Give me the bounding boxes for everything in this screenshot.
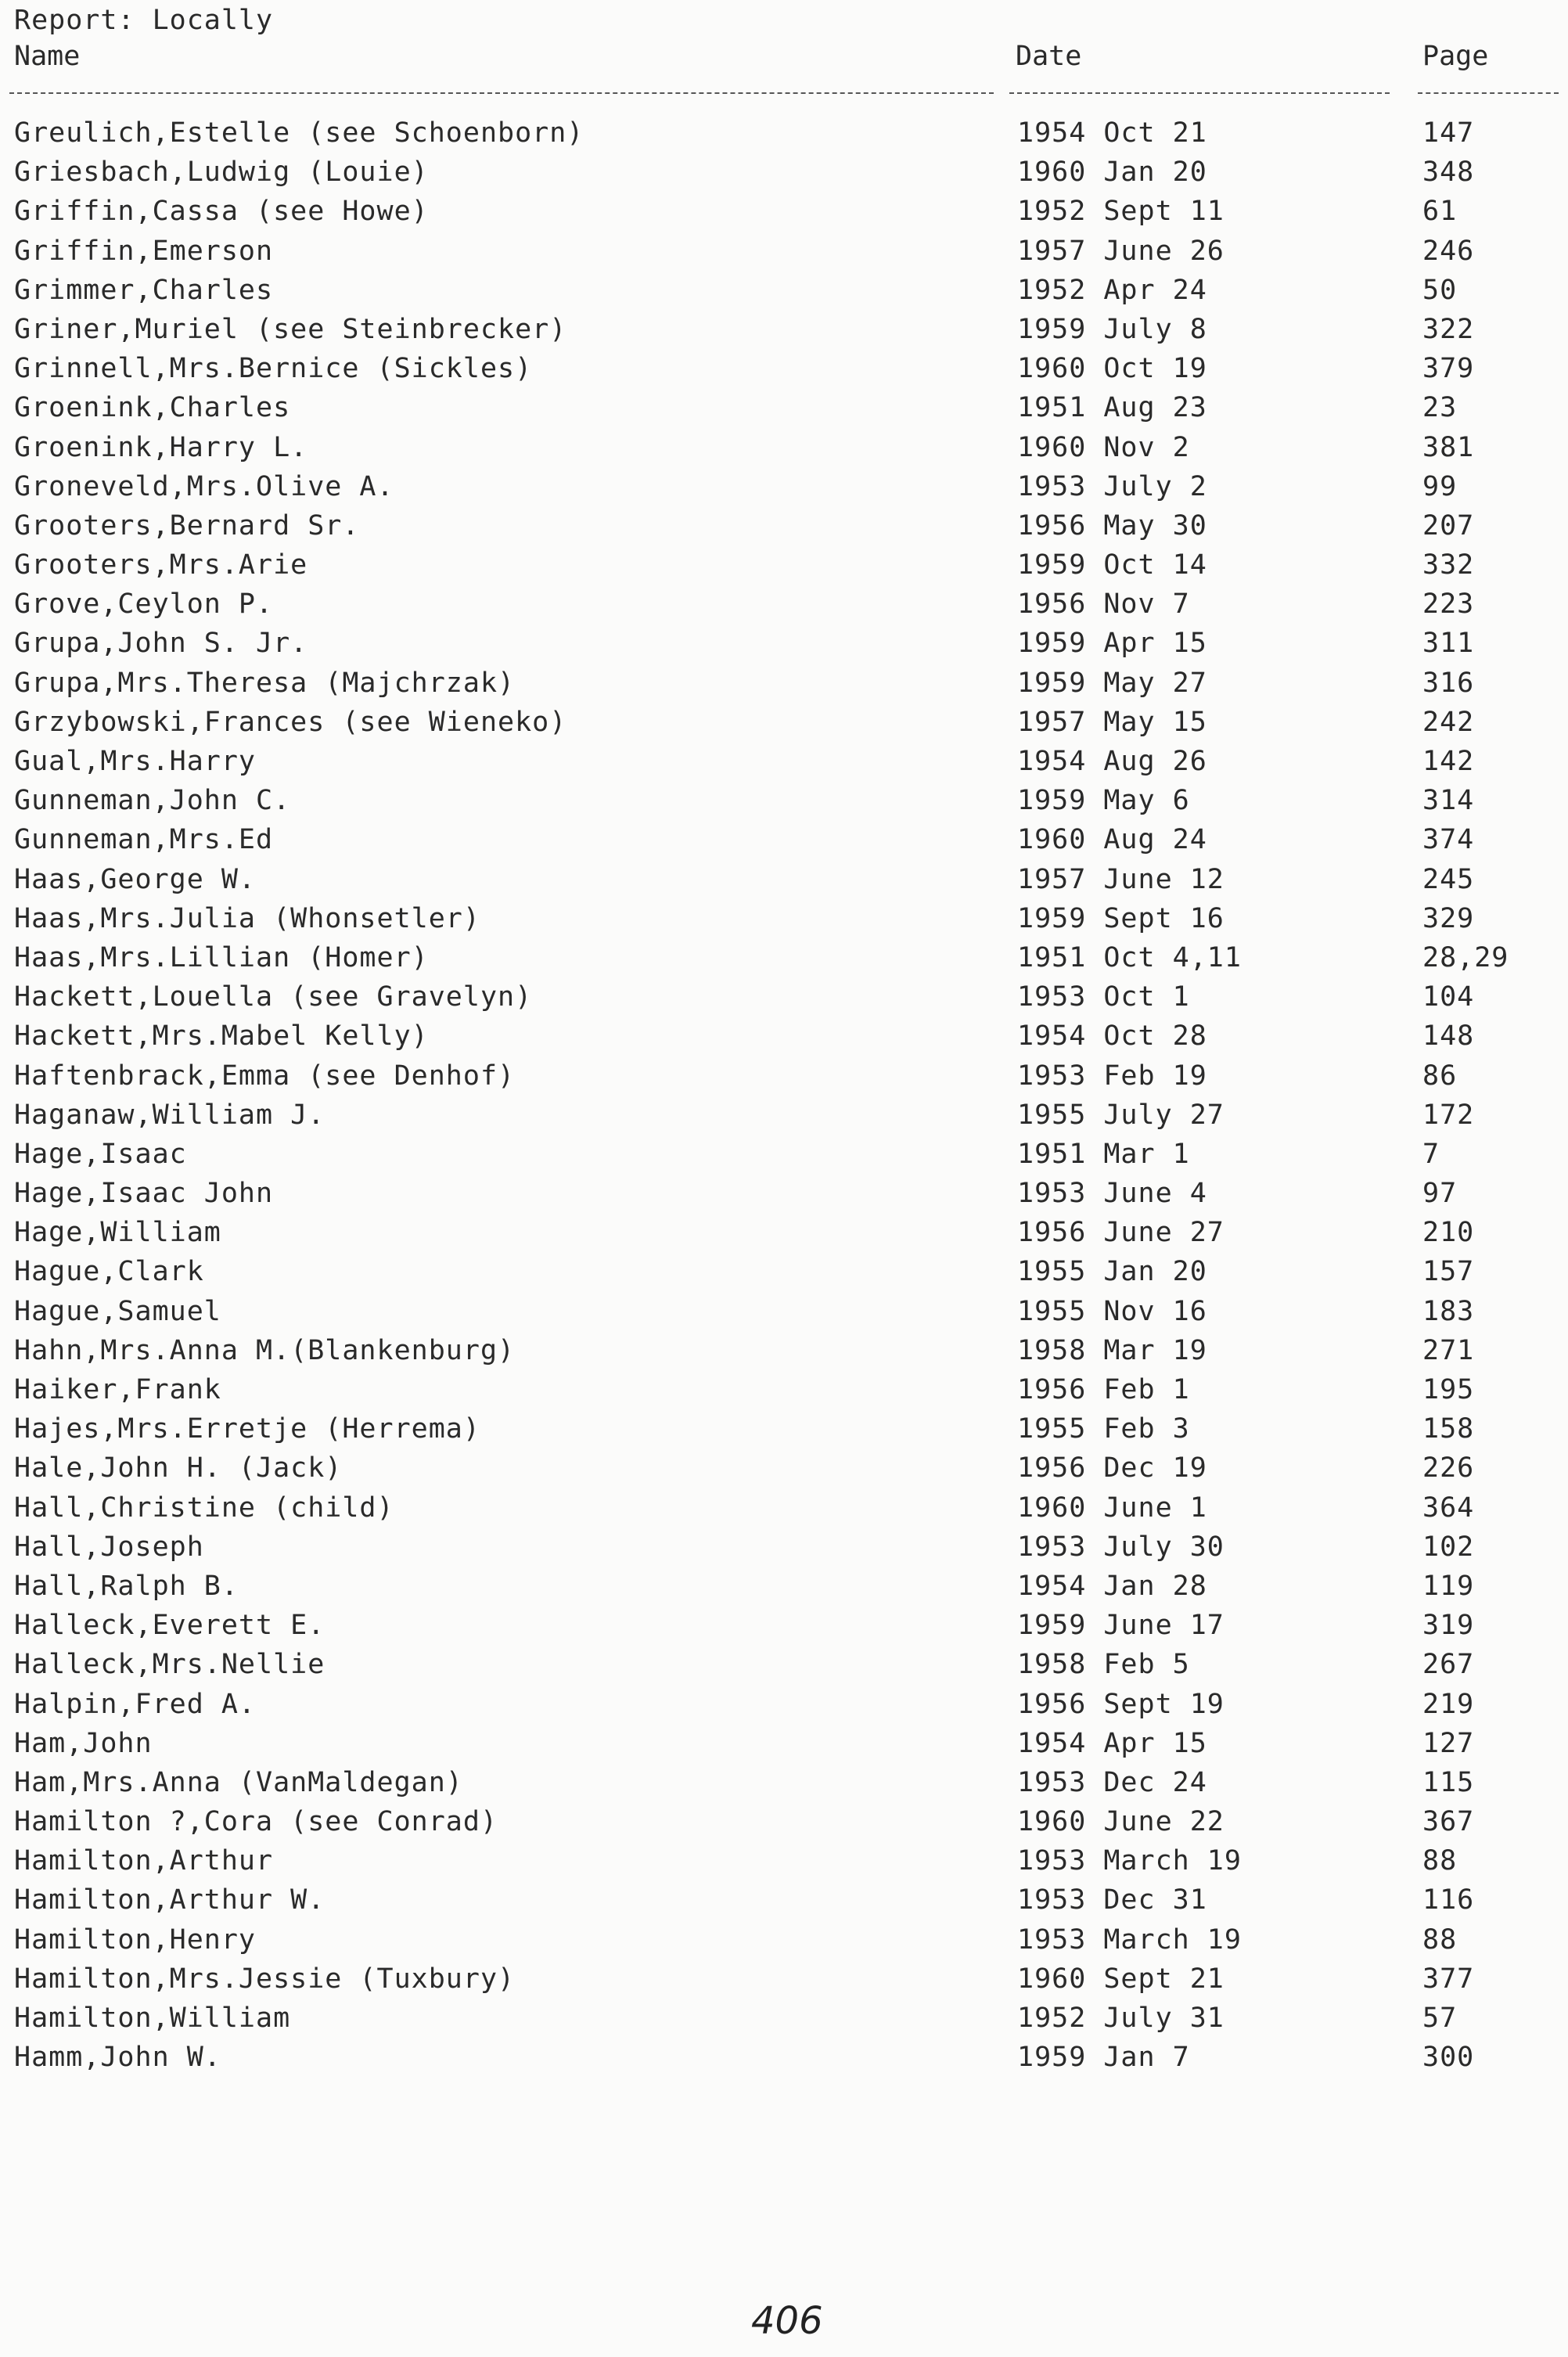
record-date: 1955 Jan 20 [1017,1256,1207,1288]
record-name: Greulich,Estelle (see Schoenborn) [14,117,584,149]
table-row [0,1374,1557,1413]
record-date: 1959 June 17 [1017,1610,1225,1642]
table-row [0,785,1557,824]
record-date: 1953 March 19 [1017,1923,1242,1956]
record-date: 1960 Oct 19 [1017,353,1207,385]
record-date: 1957 May 15 [1017,706,1207,738]
table-row [0,1452,1557,1492]
record-page: 377 [1422,1963,1475,1995]
record-date: 1956 Nov 7 [1017,588,1190,621]
table-row [0,707,1557,746]
record-name: Haftenbrack,Emma (see Denhof) [14,1060,516,1092]
table-row [0,1728,1557,1767]
record-page: 7 [1422,1138,1440,1170]
record-date: 1959 Sept 16 [1017,902,1225,934]
record-page: 183 [1422,1295,1475,1327]
record-name: Grooters,Mrs.Arie [14,549,308,581]
record-page: 271 [1422,1334,1475,1366]
record-name: Grinnell,Mrs.Bernice (Sickles) [14,353,533,385]
table-row [0,1531,1557,1571]
record-page: 28,29 [1422,941,1509,973]
table-row [0,628,1557,667]
record-date: 1960 Jan 20 [1017,157,1207,189]
table-row [0,432,1557,471]
table-row [0,275,1557,314]
record-name: Hackett,Mrs.Mabel Kelly) [14,1020,429,1053]
record-date: 1954 Aug 26 [1017,746,1207,777]
record-name: Hague,Samuel [14,1295,221,1327]
record-date: 1953 July 2 [1017,470,1207,502]
record-date: 1953 Dec 24 [1017,1766,1207,1798]
record-page: 148 [1422,1020,1475,1053]
table-row [0,392,1557,431]
table-row [0,981,1557,1020]
record-page: 381 [1422,431,1475,463]
record-page: 332 [1422,549,1475,581]
record-name: Ham,John [14,1727,153,1759]
table-row [0,1139,1557,1178]
record-page: 115 [1422,1766,1475,1798]
record-name: Hall,Ralph B. [14,1570,239,1602]
record-date: 1957 June 12 [1017,863,1225,895]
table-row [0,117,1557,157]
record-name: Halleck,Mrs.Nellie [14,1649,325,1681]
record-date: 1959 Apr 15 [1017,628,1207,660]
record-name: Hamilton,Henry [14,1923,257,1956]
record-name: Griner,Muriel (see Steinbrecker) [14,313,567,345]
table-row [0,353,1557,392]
handwritten-page-number: 406 [751,2299,823,2343]
record-page: 158 [1422,1413,1475,1445]
record-date: 1956 Dec 19 [1017,1452,1207,1484]
record-name: Griesbach,Ludwig (Louie) [14,157,429,189]
record-name: Hamm,John W. [14,2042,221,2074]
record-date: 1953 July 30 [1017,1531,1225,1563]
record-name: Hamilton,Arthur [14,1845,274,1877]
record-page: 97 [1422,1178,1458,1210]
record-page: 226 [1422,1452,1475,1484]
record-date: 1960 June 1 [1017,1492,1207,1524]
table-row [0,1178,1557,1217]
record-date: 1955 Nov 16 [1017,1295,1207,1327]
table-row [0,549,1557,588]
record-date: 1954 Jan 28 [1017,1570,1207,1602]
record-date: 1959 Jan 7 [1017,2042,1190,2074]
record-name: Grove,Ceylon P. [14,588,274,621]
header-page: Page [1422,41,1489,72]
record-name: Hale,John H. (Jack) [14,1452,343,1484]
record-name: Hage,Isaac John [14,1178,274,1210]
record-date: 1956 June 27 [1017,1217,1225,1249]
record-name: Groenink,Harry L. [14,431,308,463]
record-date: 1955 July 27 [1017,1099,1225,1131]
record-page: 99 [1422,470,1458,502]
record-name: Gunneman,Mrs.Ed [14,824,274,856]
table-row [0,1335,1557,1374]
table-row [0,1060,1557,1099]
table-row [0,314,1557,353]
record-page: 246 [1422,235,1475,267]
record-date: 1954 Oct 21 [1017,117,1207,149]
header-divider-page [1418,92,1559,94]
table-row [0,1571,1557,1610]
record-name: Hage,William [14,1217,221,1249]
table-row [0,1256,1557,1295]
record-date: 1960 Nov 2 [1017,431,1190,463]
record-page: 245 [1422,863,1475,895]
record-name: Haas,George W. [14,863,257,895]
table-row [0,471,1557,510]
record-name: Grimmer,Charles [14,274,274,306]
table-row [0,196,1557,235]
record-page: 367 [1422,1806,1475,1838]
record-page: 311 [1422,628,1475,660]
header-divider-name [9,92,994,94]
record-page: 147 [1422,117,1475,149]
record-page: 364 [1422,1492,1475,1524]
record-date: 1960 Aug 24 [1017,824,1207,856]
record-name: Grupa,Mrs.Theresa (Majchrzak) [14,667,516,699]
record-date: 1959 July 8 [1017,313,1207,345]
table-row [0,1413,1557,1452]
record-name: Groneveld,Mrs.Olive A. [14,470,394,502]
record-date: 1958 Mar 19 [1017,1334,1207,1366]
table-row [0,668,1557,707]
record-name: Grooters,Bernard Sr. [14,509,360,542]
record-page: 102 [1422,1531,1475,1563]
record-date: 1957 June 26 [1017,235,1225,267]
record-date: 1959 May 6 [1017,785,1190,817]
record-page: 348 [1422,157,1475,189]
record-date: 1951 Aug 23 [1017,392,1207,424]
table-row [0,1767,1557,1806]
record-date: 1951 Oct 4,11 [1017,941,1242,973]
table-row [0,510,1557,549]
record-page: 267 [1422,1649,1475,1681]
record-page: 223 [1422,588,1475,621]
record-name: Gual,Mrs.Harry [14,746,257,777]
record-page: 322 [1422,313,1475,345]
record-name: Haas,Mrs.Lillian (Homer) [14,941,429,973]
record-date: 1953 Oct 1 [1017,981,1190,1013]
record-date: 1960 Sept 21 [1017,1963,1225,1995]
record-date: 1960 June 22 [1017,1806,1225,1838]
table-row [0,942,1557,981]
record-name: Haiker,Frank [14,1374,221,1405]
record-name: Hamilton,Mrs.Jessie (Tuxbury) [14,1963,516,1995]
record-page: 142 [1422,746,1475,777]
record-name: Hamilton,Arthur W. [14,1884,325,1916]
table-row [0,746,1557,785]
table-row [0,588,1557,628]
record-name: Hackett,Louella (see Gravelyn) [14,981,533,1013]
table-row [0,1649,1557,1688]
record-page: 50 [1422,274,1458,306]
table-row [0,1963,1557,2003]
record-page: 300 [1422,2042,1475,2074]
table-row [0,1217,1557,1256]
table-row [0,1610,1557,1649]
table-row [0,1020,1557,1060]
record-name: Hajes,Mrs.Erretje (Herrema) [14,1413,480,1445]
record-date: 1953 Dec 31 [1017,1884,1207,1916]
record-page: 157 [1422,1256,1475,1288]
record-page: 61 [1422,196,1458,228]
record-date: 1952 Apr 24 [1017,274,1207,306]
table-row [0,2003,1557,2042]
header-name: Name [14,41,81,72]
record-name: Haas,Mrs.Julia (Whonsetler) [14,902,480,934]
record-date: 1953 June 4 [1017,1178,1207,1210]
record-name: Griffin,Emerson [14,235,274,267]
record-name: Hahn,Mrs.Anna M.(Blankenburg) [14,1334,516,1366]
column-header-row [0,41,1557,72]
record-page: 379 [1422,353,1475,385]
record-page: 57 [1422,2003,1458,2034]
record-date: 1956 Feb 1 [1017,1374,1190,1405]
table-row [0,236,1557,275]
record-name: Hamilton ?,Cora (see Conrad) [14,1806,498,1838]
record-page: 127 [1422,1727,1475,1759]
record-list [0,117,1557,2081]
record-page: 116 [1422,1884,1475,1916]
table-row [0,1924,1557,1963]
table-row [0,2042,1557,2081]
record-date: 1953 Feb 19 [1017,1060,1207,1092]
record-date: 1953 March 19 [1017,1845,1242,1877]
record-name: Halleck,Everett E. [14,1610,325,1642]
table-row [0,1099,1557,1139]
record-page: 316 [1422,667,1475,699]
record-page: 23 [1422,392,1458,424]
record-name: Halpin,Fred A. [14,1688,257,1720]
header-divider-date [1009,92,1390,94]
record-name: Hage,Isaac [14,1138,187,1170]
record-date: 1959 Oct 14 [1017,549,1207,581]
record-page: 104 [1422,981,1475,1013]
record-name: Griffin,Cassa (see Howe) [14,196,429,228]
record-date: 1959 May 27 [1017,667,1207,699]
table-row [0,1845,1557,1884]
record-page: 88 [1422,1923,1458,1956]
record-date: 1956 May 30 [1017,509,1207,542]
record-page: 374 [1422,824,1475,856]
record-page: 207 [1422,509,1475,542]
record-page: 219 [1422,1688,1475,1720]
record-name: Grzybowski,Frances (see Wieneko) [14,706,567,738]
report-title: Report: Locally [14,5,274,36]
table-row [0,824,1557,863]
record-page: 195 [1422,1374,1475,1405]
record-name: Gunneman,John C. [14,785,291,817]
record-page: 86 [1422,1060,1458,1092]
record-date: 1954 Oct 28 [1017,1020,1207,1053]
table-row [0,864,1557,903]
record-page: 329 [1422,902,1475,934]
record-page: 119 [1422,1570,1475,1602]
record-name: Hague,Clark [14,1256,204,1288]
record-date: 1952 Sept 11 [1017,196,1225,228]
table-row [0,157,1557,196]
table-row [0,1492,1557,1531]
record-name: Hamilton,William [14,2003,291,2034]
record-page: 242 [1422,706,1475,738]
table-row [0,1296,1557,1335]
record-name: Haganaw,William J. [14,1099,325,1131]
record-name: Hall,Joseph [14,1531,204,1563]
record-page: 319 [1422,1610,1475,1642]
record-date: 1955 Feb 3 [1017,1413,1190,1445]
record-page: 172 [1422,1099,1475,1131]
record-date: 1956 Sept 19 [1017,1688,1225,1720]
table-row [0,1689,1557,1728]
record-name: Grupa,John S. Jr. [14,628,308,660]
record-date: 1958 Feb 5 [1017,1649,1190,1681]
record-name: Groenink,Charles [14,392,291,424]
record-name: Hall,Christine (child) [14,1492,394,1524]
table-row [0,903,1557,942]
record-date: 1951 Mar 1 [1017,1138,1190,1170]
record-date: 1954 Apr 15 [1017,1727,1207,1759]
record-page: 210 [1422,1217,1475,1249]
header-date: Date [1016,41,1082,72]
record-page: 314 [1422,785,1475,817]
record-date: 1952 July 31 [1017,2003,1225,2034]
record-page: 88 [1422,1845,1458,1877]
record-name: Ham,Mrs.Anna (VanMaldegan) [14,1766,463,1798]
table-row [0,1884,1557,1923]
table-row [0,1806,1557,1845]
